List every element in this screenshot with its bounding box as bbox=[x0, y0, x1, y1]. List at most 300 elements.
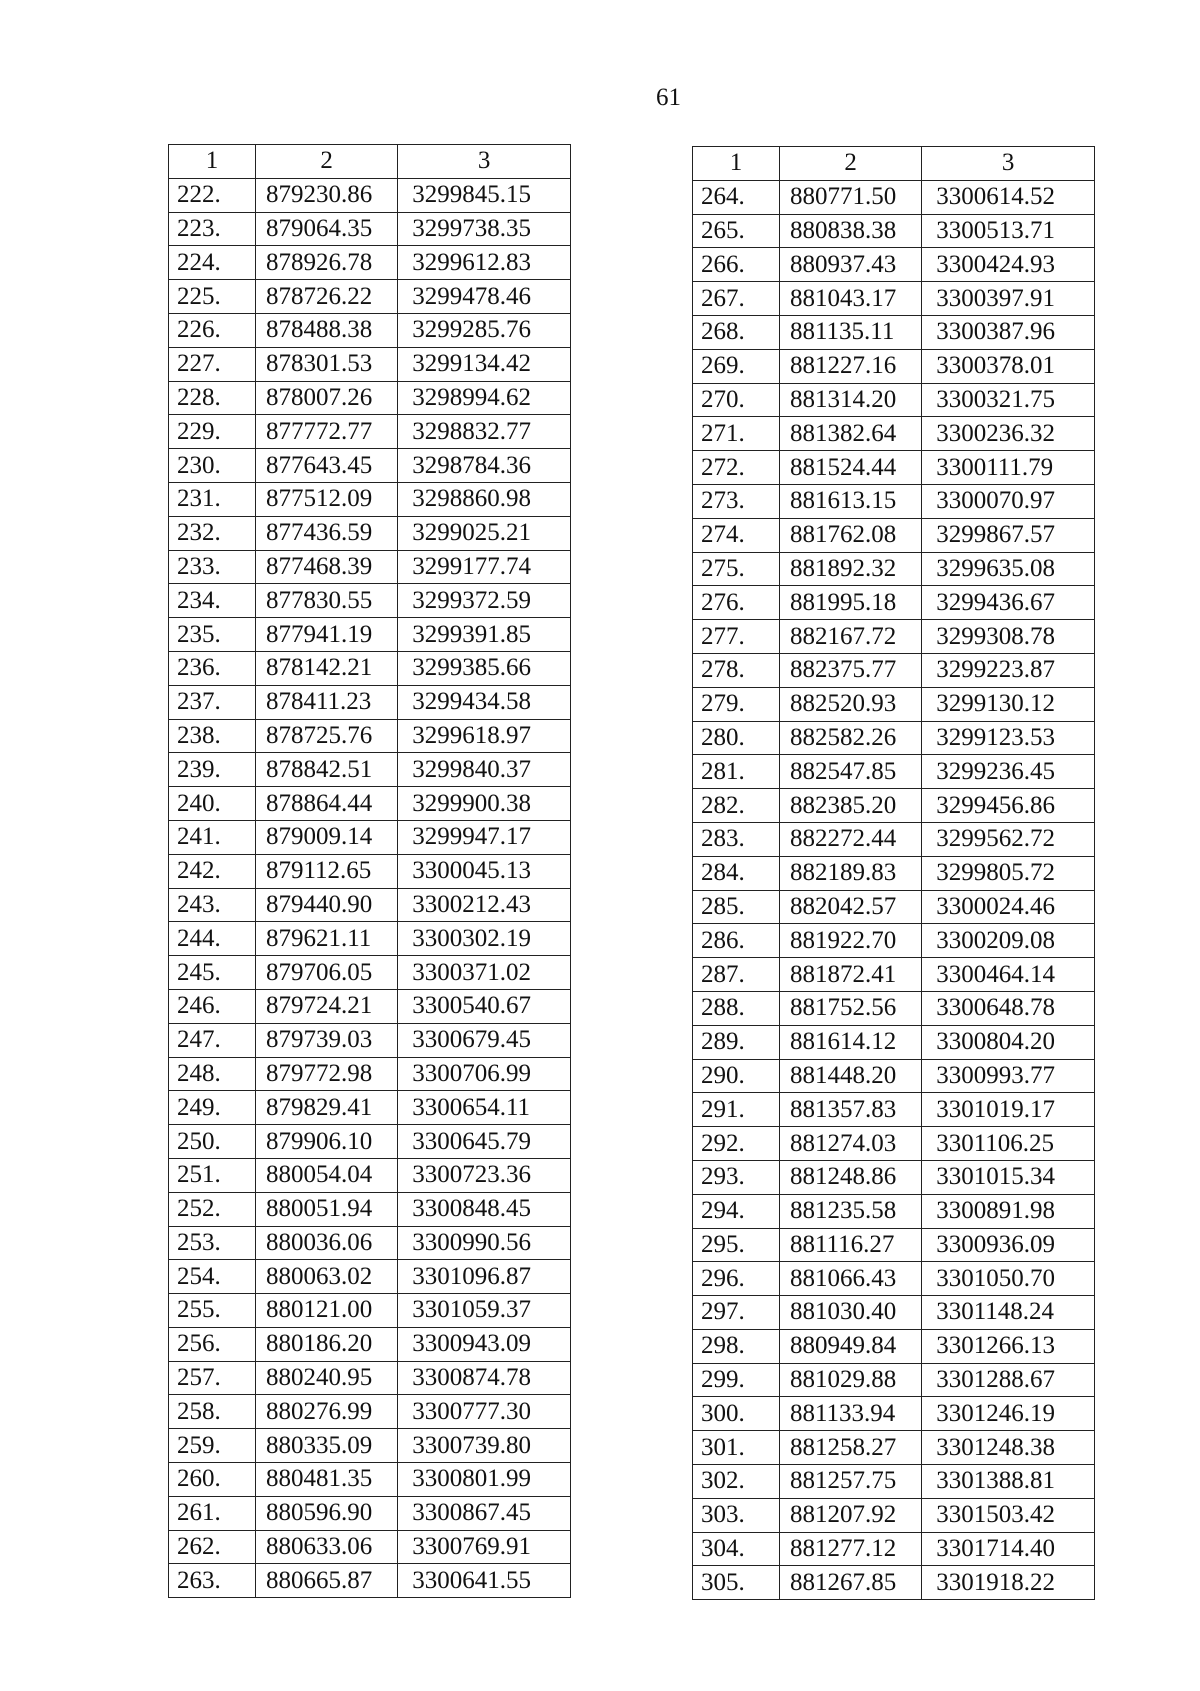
y-coordinate-cell: 3300874.78 bbox=[398, 1361, 571, 1395]
y-coordinate-cell: 3299612.83 bbox=[398, 246, 571, 280]
y-coordinate-cell: 3300236.32 bbox=[922, 417, 1095, 451]
table-row bbox=[693, 282, 1095, 316]
x-coordinate-cell: 877830.55 bbox=[255, 584, 397, 618]
point-number-cell: 237. bbox=[169, 685, 256, 719]
y-coordinate-cell: 3300209.08 bbox=[922, 924, 1095, 958]
coordinates-table-left bbox=[168, 144, 571, 1598]
table-row bbox=[169, 1294, 571, 1328]
table-row bbox=[169, 1226, 571, 1260]
point-number-cell: 281. bbox=[693, 755, 780, 789]
table-header-row bbox=[693, 147, 1095, 181]
y-coordinate-cell: 3300801.99 bbox=[398, 1463, 571, 1497]
x-coordinate-cell: 881029.88 bbox=[779, 1363, 921, 1397]
y-coordinate-cell: 3300111.79 bbox=[922, 451, 1095, 485]
table-row bbox=[693, 1059, 1095, 1093]
x-coordinate-cell: 879064.35 bbox=[255, 212, 397, 246]
x-coordinate-cell: 882167.72 bbox=[779, 620, 921, 654]
x-coordinate-cell: 881614.12 bbox=[779, 1025, 921, 1059]
point-number-cell: 302. bbox=[693, 1465, 780, 1499]
table-row bbox=[693, 1329, 1095, 1363]
point-number-cell: 224. bbox=[169, 246, 256, 280]
point-number-cell: 244. bbox=[169, 922, 256, 956]
column-header-3: 3 bbox=[398, 145, 571, 179]
x-coordinate-cell: 880665.87 bbox=[255, 1564, 397, 1598]
table-row bbox=[693, 552, 1095, 586]
point-number-cell: 232. bbox=[169, 516, 256, 550]
y-coordinate-cell: 3299434.58 bbox=[398, 685, 571, 719]
x-coordinate-cell: 879772.98 bbox=[255, 1057, 397, 1091]
x-coordinate-cell: 881752.56 bbox=[779, 991, 921, 1025]
table-row bbox=[693, 958, 1095, 992]
point-number-cell: 223. bbox=[169, 212, 256, 246]
column-header-3: 3 bbox=[922, 147, 1095, 181]
x-coordinate-cell: 878926.78 bbox=[255, 246, 397, 280]
point-number-cell: 255. bbox=[169, 1294, 256, 1328]
point-number-cell: 222. bbox=[169, 178, 256, 212]
point-number-cell: 277. bbox=[693, 620, 780, 654]
table-row bbox=[169, 956, 571, 990]
table-row bbox=[693, 620, 1095, 654]
y-coordinate-cell: 3301266.13 bbox=[922, 1329, 1095, 1363]
table-row bbox=[693, 1363, 1095, 1397]
point-number-cell: 228. bbox=[169, 381, 256, 415]
point-number-cell: 233. bbox=[169, 550, 256, 584]
y-coordinate-cell: 3300321.75 bbox=[922, 383, 1095, 417]
table-row bbox=[693, 890, 1095, 924]
x-coordinate-cell: 882189.83 bbox=[779, 856, 921, 890]
x-coordinate-cell: 880121.00 bbox=[255, 1294, 397, 1328]
point-number-cell: 259. bbox=[169, 1429, 256, 1463]
point-number-cell: 258. bbox=[169, 1395, 256, 1429]
y-coordinate-cell: 3299618.97 bbox=[398, 719, 571, 753]
x-coordinate-cell: 878864.44 bbox=[255, 787, 397, 821]
point-number-cell: 264. bbox=[693, 180, 780, 214]
table-row bbox=[693, 1431, 1095, 1465]
table-row bbox=[169, 1023, 571, 1057]
y-coordinate-cell: 3300387.96 bbox=[922, 315, 1095, 349]
y-coordinate-cell: 3299635.08 bbox=[922, 552, 1095, 586]
x-coordinate-cell: 877468.39 bbox=[255, 550, 397, 584]
x-coordinate-cell: 881135.11 bbox=[779, 315, 921, 349]
x-coordinate-cell: 878842.51 bbox=[255, 753, 397, 787]
table-row bbox=[693, 924, 1095, 958]
x-coordinate-cell: 881922.70 bbox=[779, 924, 921, 958]
table-row bbox=[693, 1262, 1095, 1296]
point-number-cell: 246. bbox=[169, 989, 256, 1023]
table-row bbox=[169, 1496, 571, 1530]
table-row bbox=[693, 383, 1095, 417]
table-row bbox=[169, 1327, 571, 1361]
x-coordinate-cell: 878725.76 bbox=[255, 719, 397, 753]
y-coordinate-cell: 3301148.24 bbox=[922, 1296, 1095, 1330]
x-coordinate-cell: 882547.85 bbox=[779, 755, 921, 789]
y-coordinate-cell: 3300614.52 bbox=[922, 180, 1095, 214]
x-coordinate-cell: 880596.90 bbox=[255, 1496, 397, 1530]
point-number-cell: 252. bbox=[169, 1192, 256, 1226]
table-row bbox=[693, 1566, 1095, 1600]
y-coordinate-cell: 3300777.30 bbox=[398, 1395, 571, 1429]
x-coordinate-cell: 879724.21 bbox=[255, 989, 397, 1023]
y-coordinate-cell: 3299478.46 bbox=[398, 280, 571, 314]
x-coordinate-cell: 882042.57 bbox=[779, 890, 921, 924]
x-coordinate-cell: 881043.17 bbox=[779, 282, 921, 316]
point-number-cell: 292. bbox=[693, 1127, 780, 1161]
point-number-cell: 294. bbox=[693, 1194, 780, 1228]
x-coordinate-cell: 882385.20 bbox=[779, 789, 921, 823]
table-row bbox=[693, 315, 1095, 349]
y-coordinate-cell: 3299900.38 bbox=[398, 787, 571, 821]
table-row bbox=[693, 755, 1095, 789]
table-row bbox=[693, 856, 1095, 890]
y-coordinate-cell: 3300993.77 bbox=[922, 1059, 1095, 1093]
x-coordinate-cell: 880063.02 bbox=[255, 1260, 397, 1294]
y-coordinate-cell: 3300070.97 bbox=[922, 484, 1095, 518]
y-coordinate-cell: 3300769.91 bbox=[398, 1530, 571, 1564]
y-coordinate-cell: 3300045.13 bbox=[398, 854, 571, 888]
table-row bbox=[169, 347, 571, 381]
point-number-cell: 231. bbox=[169, 482, 256, 516]
y-coordinate-cell: 3299391.85 bbox=[398, 618, 571, 652]
x-coordinate-cell: 881207.92 bbox=[779, 1498, 921, 1532]
table-row bbox=[693, 1025, 1095, 1059]
x-coordinate-cell: 881762.08 bbox=[779, 518, 921, 552]
y-coordinate-cell: 3300540.67 bbox=[398, 989, 571, 1023]
y-coordinate-cell: 3298860.98 bbox=[398, 482, 571, 516]
table-row bbox=[169, 1057, 571, 1091]
x-coordinate-cell: 881357.83 bbox=[779, 1093, 921, 1127]
x-coordinate-cell: 882272.44 bbox=[779, 822, 921, 856]
y-coordinate-cell: 3300397.91 bbox=[922, 282, 1095, 316]
table-row bbox=[693, 1194, 1095, 1228]
y-coordinate-cell: 3301019.17 bbox=[922, 1093, 1095, 1127]
y-coordinate-cell: 3299236.45 bbox=[922, 755, 1095, 789]
table-row bbox=[169, 1091, 571, 1125]
y-coordinate-cell: 3301246.19 bbox=[922, 1397, 1095, 1431]
point-number-cell: 261. bbox=[169, 1496, 256, 1530]
point-number-cell: 240. bbox=[169, 787, 256, 821]
table-row bbox=[169, 482, 571, 516]
x-coordinate-cell: 881382.64 bbox=[779, 417, 921, 451]
point-number-cell: 230. bbox=[169, 449, 256, 483]
x-coordinate-cell: 881248.86 bbox=[779, 1160, 921, 1194]
y-coordinate-cell: 3300990.56 bbox=[398, 1226, 571, 1260]
y-coordinate-cell: 3298832.77 bbox=[398, 415, 571, 449]
y-coordinate-cell: 3299436.67 bbox=[922, 586, 1095, 620]
x-coordinate-cell: 880838.38 bbox=[779, 214, 921, 248]
x-coordinate-cell: 880335.09 bbox=[255, 1429, 397, 1463]
x-coordinate-cell: 882520.93 bbox=[779, 687, 921, 721]
x-coordinate-cell: 881133.94 bbox=[779, 1397, 921, 1431]
x-coordinate-cell: 881030.40 bbox=[779, 1296, 921, 1330]
column-header-2: 2 bbox=[255, 145, 397, 179]
x-coordinate-cell: 881258.27 bbox=[779, 1431, 921, 1465]
point-number-cell: 247. bbox=[169, 1023, 256, 1057]
point-number-cell: 263. bbox=[169, 1564, 256, 1598]
point-number-cell: 271. bbox=[693, 417, 780, 451]
point-number-cell: 249. bbox=[169, 1091, 256, 1125]
point-number-cell: 299. bbox=[693, 1363, 780, 1397]
point-number-cell: 301. bbox=[693, 1431, 780, 1465]
y-coordinate-cell: 3300513.71 bbox=[922, 214, 1095, 248]
point-number-cell: 235. bbox=[169, 618, 256, 652]
table-row bbox=[169, 280, 571, 314]
x-coordinate-cell: 879009.14 bbox=[255, 820, 397, 854]
x-coordinate-cell: 880937.43 bbox=[779, 248, 921, 282]
point-number-cell: 273. bbox=[693, 484, 780, 518]
x-coordinate-cell: 881274.03 bbox=[779, 1127, 921, 1161]
y-coordinate-cell: 3301015.34 bbox=[922, 1160, 1095, 1194]
point-number-cell: 269. bbox=[693, 349, 780, 383]
x-coordinate-cell: 881267.85 bbox=[779, 1566, 921, 1600]
point-number-cell: 278. bbox=[693, 653, 780, 687]
x-coordinate-cell: 878301.53 bbox=[255, 347, 397, 381]
point-number-cell: 268. bbox=[693, 315, 780, 349]
table-row bbox=[169, 753, 571, 787]
page-number: 61 bbox=[656, 84, 681, 111]
point-number-cell: 287. bbox=[693, 958, 780, 992]
point-number-cell: 298. bbox=[693, 1329, 780, 1363]
x-coordinate-cell: 881235.58 bbox=[779, 1194, 921, 1228]
x-coordinate-cell: 878411.23 bbox=[255, 685, 397, 719]
point-number-cell: 236. bbox=[169, 651, 256, 685]
x-coordinate-cell: 879112.65 bbox=[255, 854, 397, 888]
point-number-cell: 288. bbox=[693, 991, 780, 1025]
x-coordinate-cell: 881066.43 bbox=[779, 1262, 921, 1296]
y-coordinate-cell: 3300739.80 bbox=[398, 1429, 571, 1463]
x-coordinate-cell: 877512.09 bbox=[255, 482, 397, 516]
table-row bbox=[693, 248, 1095, 282]
point-number-cell: 295. bbox=[693, 1228, 780, 1262]
point-number-cell: 266. bbox=[693, 248, 780, 282]
table-row bbox=[693, 1397, 1095, 1431]
y-coordinate-cell: 3300936.09 bbox=[922, 1228, 1095, 1262]
table-row bbox=[693, 586, 1095, 620]
point-number-cell: 256. bbox=[169, 1327, 256, 1361]
y-coordinate-cell: 3299738.35 bbox=[398, 212, 571, 246]
x-coordinate-cell: 880771.50 bbox=[779, 180, 921, 214]
y-coordinate-cell: 3300654.11 bbox=[398, 1091, 571, 1125]
y-coordinate-cell: 3298994.62 bbox=[398, 381, 571, 415]
x-coordinate-cell: 880186.20 bbox=[255, 1327, 397, 1361]
y-coordinate-cell: 3300371.02 bbox=[398, 956, 571, 990]
table-row bbox=[169, 550, 571, 584]
y-coordinate-cell: 3301059.37 bbox=[398, 1294, 571, 1328]
table-row bbox=[693, 349, 1095, 383]
point-number-cell: 282. bbox=[693, 789, 780, 823]
x-coordinate-cell: 877772.77 bbox=[255, 415, 397, 449]
x-coordinate-cell: 879230.86 bbox=[255, 178, 397, 212]
table-row bbox=[169, 1395, 571, 1429]
y-coordinate-cell: 3299805.72 bbox=[922, 856, 1095, 890]
y-coordinate-cell: 3301503.42 bbox=[922, 1498, 1095, 1532]
y-coordinate-cell: 3300679.45 bbox=[398, 1023, 571, 1057]
point-number-cell: 257. bbox=[169, 1361, 256, 1395]
table-row bbox=[169, 1530, 571, 1564]
y-coordinate-cell: 3300641.55 bbox=[398, 1564, 571, 1598]
point-number-cell: 280. bbox=[693, 721, 780, 755]
table-row bbox=[169, 719, 571, 753]
table-row bbox=[693, 1127, 1095, 1161]
y-coordinate-cell: 3301050.70 bbox=[922, 1262, 1095, 1296]
table-row bbox=[693, 484, 1095, 518]
table-row bbox=[169, 381, 571, 415]
table-row bbox=[169, 584, 571, 618]
y-coordinate-cell: 3299130.12 bbox=[922, 687, 1095, 721]
table-row bbox=[169, 1192, 571, 1226]
x-coordinate-cell: 880481.35 bbox=[255, 1463, 397, 1497]
x-coordinate-cell: 877643.45 bbox=[255, 449, 397, 483]
table-row bbox=[693, 1093, 1095, 1127]
x-coordinate-cell: 879906.10 bbox=[255, 1125, 397, 1159]
point-number-cell: 265. bbox=[693, 214, 780, 248]
y-coordinate-cell: 3299385.66 bbox=[398, 651, 571, 685]
y-coordinate-cell: 3300867.45 bbox=[398, 1496, 571, 1530]
table-row bbox=[169, 1260, 571, 1294]
point-number-cell: 241. bbox=[169, 820, 256, 854]
x-coordinate-cell: 878726.22 bbox=[255, 280, 397, 314]
point-number-cell: 225. bbox=[169, 280, 256, 314]
table-row bbox=[169, 178, 571, 212]
y-coordinate-cell: 3300891.98 bbox=[922, 1194, 1095, 1228]
point-number-cell: 296. bbox=[693, 1262, 780, 1296]
y-coordinate-cell: 3299840.37 bbox=[398, 753, 571, 787]
x-coordinate-cell: 881257.75 bbox=[779, 1465, 921, 1499]
y-coordinate-cell: 3301918.22 bbox=[922, 1566, 1095, 1600]
point-number-cell: 289. bbox=[693, 1025, 780, 1059]
x-coordinate-cell: 878488.38 bbox=[255, 313, 397, 347]
y-coordinate-cell: 3299308.78 bbox=[922, 620, 1095, 654]
y-coordinate-cell: 3301106.25 bbox=[922, 1127, 1095, 1161]
point-number-cell: 272. bbox=[693, 451, 780, 485]
y-coordinate-cell: 3301714.40 bbox=[922, 1532, 1095, 1566]
x-coordinate-cell: 877941.19 bbox=[255, 618, 397, 652]
y-coordinate-cell: 3300943.09 bbox=[398, 1327, 571, 1361]
y-coordinate-cell: 3299372.59 bbox=[398, 584, 571, 618]
point-number-cell: 270. bbox=[693, 383, 780, 417]
y-coordinate-cell: 3299025.21 bbox=[398, 516, 571, 550]
y-coordinate-cell: 3300723.36 bbox=[398, 1158, 571, 1192]
table-row bbox=[169, 888, 571, 922]
x-coordinate-cell: 882582.26 bbox=[779, 721, 921, 755]
point-number-cell: 239. bbox=[169, 753, 256, 787]
y-coordinate-cell: 3299456.86 bbox=[922, 789, 1095, 823]
point-number-cell: 238. bbox=[169, 719, 256, 753]
table-row bbox=[693, 417, 1095, 451]
point-number-cell: 305. bbox=[693, 1566, 780, 1600]
x-coordinate-cell: 881892.32 bbox=[779, 552, 921, 586]
x-coordinate-cell: 880949.84 bbox=[779, 1329, 921, 1363]
x-coordinate-cell: 880051.94 bbox=[255, 1192, 397, 1226]
table-row bbox=[693, 1160, 1095, 1194]
table-header-row bbox=[169, 145, 571, 179]
point-number-cell: 286. bbox=[693, 924, 780, 958]
y-coordinate-cell: 3300648.78 bbox=[922, 991, 1095, 1025]
x-coordinate-cell: 878142.21 bbox=[255, 651, 397, 685]
y-coordinate-cell: 3301388.81 bbox=[922, 1465, 1095, 1499]
point-number-cell: 290. bbox=[693, 1059, 780, 1093]
table-row bbox=[169, 651, 571, 685]
point-number-cell: 254. bbox=[169, 1260, 256, 1294]
y-coordinate-cell: 3300848.45 bbox=[398, 1192, 571, 1226]
point-number-cell: 303. bbox=[693, 1498, 780, 1532]
x-coordinate-cell: 878007.26 bbox=[255, 381, 397, 415]
table-row bbox=[169, 854, 571, 888]
point-number-cell: 284. bbox=[693, 856, 780, 890]
table-row bbox=[169, 922, 571, 956]
x-coordinate-cell: 881872.41 bbox=[779, 958, 921, 992]
point-number-cell: 229. bbox=[169, 415, 256, 449]
table-row bbox=[169, 212, 571, 246]
y-coordinate-cell: 3300378.01 bbox=[922, 349, 1095, 383]
y-coordinate-cell: 3299285.76 bbox=[398, 313, 571, 347]
point-number-cell: 285. bbox=[693, 890, 780, 924]
table-row bbox=[693, 1532, 1095, 1566]
table-row bbox=[169, 820, 571, 854]
table-row bbox=[693, 518, 1095, 552]
y-coordinate-cell: 3299134.42 bbox=[398, 347, 571, 381]
point-number-cell: 304. bbox=[693, 1532, 780, 1566]
table-row bbox=[169, 1158, 571, 1192]
y-coordinate-cell: 3299947.17 bbox=[398, 820, 571, 854]
point-number-cell: 293. bbox=[693, 1160, 780, 1194]
x-coordinate-cell: 881314.20 bbox=[779, 383, 921, 417]
table-row bbox=[169, 989, 571, 1023]
y-coordinate-cell: 3299562.72 bbox=[922, 822, 1095, 856]
y-coordinate-cell: 3300464.14 bbox=[922, 958, 1095, 992]
x-coordinate-cell: 879440.90 bbox=[255, 888, 397, 922]
x-coordinate-cell: 879706.05 bbox=[255, 956, 397, 990]
point-number-cell: 227. bbox=[169, 347, 256, 381]
table-row bbox=[693, 789, 1095, 823]
point-number-cell: 274. bbox=[693, 518, 780, 552]
point-number-cell: 234. bbox=[169, 584, 256, 618]
table-row bbox=[693, 214, 1095, 248]
y-coordinate-cell: 3299223.87 bbox=[922, 653, 1095, 687]
y-coordinate-cell: 3300212.43 bbox=[398, 888, 571, 922]
x-coordinate-cell: 877436.59 bbox=[255, 516, 397, 550]
point-number-cell: 279. bbox=[693, 687, 780, 721]
table-row bbox=[169, 516, 571, 550]
y-coordinate-cell: 3299123.53 bbox=[922, 721, 1095, 755]
table-row bbox=[693, 991, 1095, 1025]
x-coordinate-cell: 881524.44 bbox=[779, 451, 921, 485]
table-row bbox=[169, 618, 571, 652]
y-coordinate-cell: 3299177.74 bbox=[398, 550, 571, 584]
x-coordinate-cell: 879621.11 bbox=[255, 922, 397, 956]
point-number-cell: 253. bbox=[169, 1226, 256, 1260]
x-coordinate-cell: 881227.16 bbox=[779, 349, 921, 383]
y-coordinate-cell: 3301248.38 bbox=[922, 1431, 1095, 1465]
x-coordinate-cell: 881613.15 bbox=[779, 484, 921, 518]
y-coordinate-cell: 3300302.19 bbox=[398, 922, 571, 956]
table-row bbox=[169, 313, 571, 347]
column-header-1: 1 bbox=[693, 147, 780, 181]
x-coordinate-cell: 880054.04 bbox=[255, 1158, 397, 1192]
table-row bbox=[693, 1296, 1095, 1330]
x-coordinate-cell: 879829.41 bbox=[255, 1091, 397, 1125]
table-row bbox=[169, 685, 571, 719]
point-number-cell: 283. bbox=[693, 822, 780, 856]
point-number-cell: 267. bbox=[693, 282, 780, 316]
table-row bbox=[169, 1429, 571, 1463]
point-number-cell: 226. bbox=[169, 313, 256, 347]
column-header-2: 2 bbox=[779, 147, 921, 181]
table-row bbox=[693, 653, 1095, 687]
point-number-cell: 250. bbox=[169, 1125, 256, 1159]
y-coordinate-cell: 3300706.99 bbox=[398, 1057, 571, 1091]
x-coordinate-cell: 880633.06 bbox=[255, 1530, 397, 1564]
y-coordinate-cell: 3301096.87 bbox=[398, 1260, 571, 1294]
